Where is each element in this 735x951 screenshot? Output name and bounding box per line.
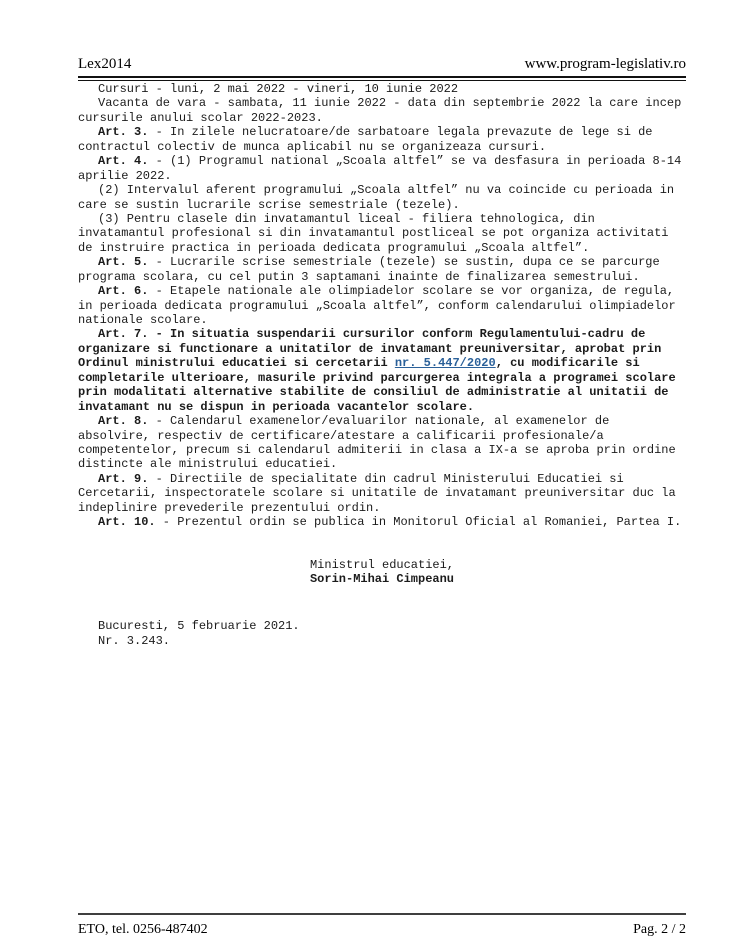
paragraph-segment: - In zilele nelucratoare/de sarbatoare legala prevazute de lege si de contractul colectiv de munca aplicabil nu se organizeaza cursuri. <box>78 125 653 154</box>
issuance-block <box>78 619 686 648</box>
paragraph-segment: Vacanta de vara - sambata, 11 iunie 2022 - data din septembrie 2022 la care incep cursurile anului scolar 2022-2023. <box>78 96 682 125</box>
issuance-place-date: Bucuresti, 5 februarie 2021. <box>98 619 300 634</box>
paragraph <box>78 414 686 472</box>
page-header <box>78 56 686 81</box>
page-number-indicator: Pag. 2 / 2 <box>633 922 686 937</box>
footer-divider <box>78 913 686 915</box>
signature-block <box>78 558 686 587</box>
publisher-website: www.program-legislativ.ro <box>524 56 686 72</box>
paragraph <box>78 125 686 154</box>
paragraph <box>78 327 686 414</box>
paragraph <box>78 212 686 255</box>
law-reference-link[interactable]: nr. 5.447/2020 <box>394 356 496 371</box>
paragraph-segment: Cursuri - luni, 2 mai 2022 - vineri, 10 iunie 2022 <box>98 82 459 96</box>
document-body <box>78 82 686 648</box>
paragraph-segment: - (1) Programul national „Scoala altfel” se va desfasura in perioada 8-14 aprilie 2022. <box>78 154 682 183</box>
paragraph-segment: - Lucrarile scrise semestriale (tezele) se sustin, dupa ce se parcurge programa scolara, cu cel putin 3 saptamani inainte de finalizarea semestrului. <box>78 255 660 284</box>
paragraph-segment: - Prezentul ordin se publica in Monitorul Oficial al Romaniei, Partea I. <box>155 515 682 530</box>
paragraph-segment: Art. 9. <box>98 471 149 486</box>
paragraph <box>78 154 686 183</box>
paragraph-segment: - Directiile de specialitate din cadrul Ministerului Educatiei si Cercetarii, inspectoratele scolare si unitatile de invatamant preuniversitar duc la indeplinire prevederile prezentului ordin. <box>78 471 676 515</box>
paragraph <box>78 472 686 515</box>
signer-role: Ministrul educatiei, <box>309 557 455 572</box>
signer-name: Sorin-Mihai Cimpeanu <box>309 572 455 586</box>
paragraph-segment: Art. 8. <box>98 414 149 429</box>
header-divider <box>78 76 686 81</box>
page-footer <box>78 913 686 938</box>
paragraph-segment: Art. 6. <box>98 284 149 299</box>
paragraph <box>78 82 686 96</box>
paragraphs-container <box>78 82 686 530</box>
paragraph-segment: Art. 7. - In situatia suspendarii cursurilor conform Regulamentului-cadru de organizare si functionare a unitatilor de invatamant preuniversitar, aprobat prin Ordinul ministrului educatiei si cercetarii <box>78 327 662 371</box>
paragraph <box>78 183 686 212</box>
paragraph-segment: (2) Intervalul aferent programului „Scoala altfel” nu va coincide cu perioada in care se sustin lucrarile scrise semestriale (tezele). <box>78 183 675 212</box>
paragraph-segment: (3) Pentru clasele din invatamantul liceal - filiera tehnologica, din invatamantul profesional si din invatamantul postliceal se pot organiza activitati de instruire practica in perioada dedicata programului „Scoala altfel”. <box>78 211 669 255</box>
issuance-number: Nr. 3.243. <box>98 633 171 648</box>
paragraph-segment: , cu modificarile si completarile ulterioare, masurile privind parcurgerea integrala a programei scolare prin modalitati alternative stabilite de consiliul de administratie al unitatii de invatamant nu se dispun in perioada vacantelor scolare. <box>78 356 676 414</box>
paragraph-segment: - Calendarul examenelor/evaluarilor nationale, al examenelor de absolvire, respectiv de certificare/atestare a calificarii profesionale/a competentelor, precum si calendarul admiterii in clasa a IX-a se aproba prin ordine distincte ale ministrului educatiei. <box>78 414 676 472</box>
app-title: Lex2014 <box>78 56 132 72</box>
paragraph-segment: Art. 5. <box>98 255 149 270</box>
footer-contact: ETO, tel. 0256-487402 <box>78 922 208 937</box>
paragraph-segment: Art. 4. <box>98 154 149 169</box>
paragraph-segment: - Etapele nationale ale olimpiadelor scolare se vor organiza, de regula, in perioada dedicata programului „Scoala altfel”, conform calendarului olimpiadelor nationale scolare. <box>78 284 676 327</box>
paragraph <box>78 515 686 529</box>
paragraph <box>78 96 686 125</box>
paragraph-segment: Art. 10. <box>98 515 156 530</box>
paragraph <box>78 255 686 284</box>
paragraph <box>78 284 686 327</box>
paragraph-segment: Art. 3. <box>98 125 149 140</box>
